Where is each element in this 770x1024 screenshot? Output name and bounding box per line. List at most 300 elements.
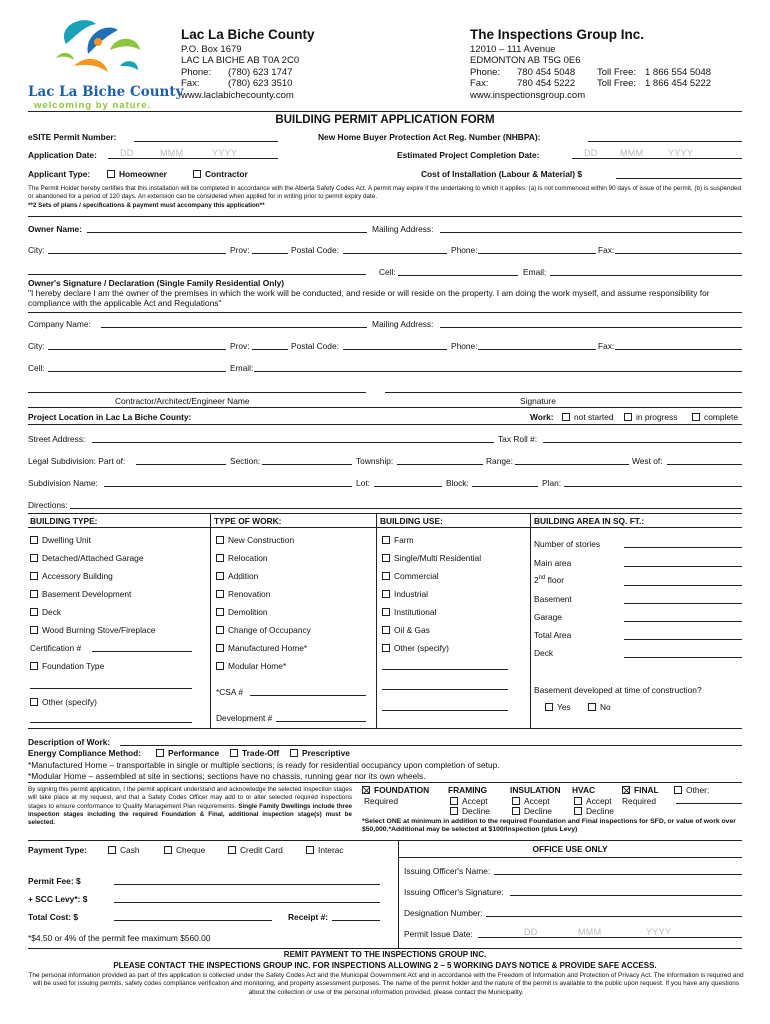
office-use-title: OFFICE USE ONLY xyxy=(532,844,608,854)
inspections-web[interactable]: www.inspectionsgroup.com xyxy=(470,89,586,101)
receipt-label: Receipt #: xyxy=(288,912,329,922)
bt-stove-label: Wood Burning Stove/Fireplace xyxy=(42,625,156,635)
county-logo xyxy=(26,14,184,114)
bu-institutional[interactable] xyxy=(382,607,436,617)
tw-addition-box[interactable] xyxy=(216,572,224,580)
work-complete[interactable] xyxy=(692,412,738,422)
description-label: Description of Work: xyxy=(28,737,111,747)
tw-occupancy-box[interactable] xyxy=(216,626,224,634)
bt-accessory-box[interactable] xyxy=(30,572,38,580)
company-cell-label: Cell: xyxy=(28,363,45,373)
subdiv-label: Subdivision Name: xyxy=(28,478,98,488)
tw-csa-field[interactable] xyxy=(250,695,366,696)
part-of-field[interactable] xyxy=(136,464,226,465)
owner-phone-field[interactable] xyxy=(478,253,596,254)
directions-field[interactable] xyxy=(70,508,742,509)
pay-cheque[interactable] xyxy=(164,845,205,855)
county-fax-label: Fax: xyxy=(181,78,200,90)
area-basement-label: Basement xyxy=(534,594,572,604)
bt-basement-label: Basement Development xyxy=(42,589,132,599)
payment-type-label: Payment Type: xyxy=(28,845,87,855)
directions-label: Directions: xyxy=(28,500,68,510)
bt-garage-box[interactable] xyxy=(30,554,38,562)
tw-addition-label: Addition xyxy=(228,571,259,581)
area-second-field[interactable] xyxy=(624,585,742,586)
officer-name-field[interactable] xyxy=(494,874,742,875)
interac-box[interactable] xyxy=(306,846,314,854)
interac-label: Interac xyxy=(318,845,344,855)
bu-industrial-box[interactable] xyxy=(382,590,390,598)
issue-date-label: Permit Issue Date: xyxy=(404,929,473,939)
hvac-decline-label: Decline xyxy=(586,806,614,816)
energy-prescriptive[interactable] xyxy=(290,748,350,758)
bt-foundation-field[interactable] xyxy=(30,688,192,689)
building-area-header: BUILDING AREA IN SQ. FT.: xyxy=(534,516,645,526)
bu-oilgas-box[interactable] xyxy=(382,626,390,634)
owner-city-label: City: xyxy=(28,245,45,255)
plan-label: Plan: xyxy=(542,478,562,488)
total-cost-label: Total Cost: $ xyxy=(28,912,79,922)
tw-development-label: Development # xyxy=(216,713,273,723)
owner-city-field[interactable] xyxy=(48,253,226,254)
est-completion-field[interactable] xyxy=(572,148,742,159)
tw-modular-box[interactable] xyxy=(216,662,224,670)
hvac-decline-box[interactable] xyxy=(574,807,582,815)
tw-modular-label: Modular Home* xyxy=(228,661,287,671)
work-not-started[interactable] xyxy=(562,412,614,422)
plans-note: **2 Sets of plans / specifications & payment must accompany this application** xyxy=(28,202,265,209)
bu-residential-box[interactable] xyxy=(382,554,390,562)
company-mailing-field[interactable] xyxy=(440,327,742,328)
issue-date-mmm: MMM xyxy=(578,927,602,937)
inspection-note: *Select ONE at minimum in addition to the required Foundation and Final inspections for SFD, or value of work over $50,000.*Additional may be selected at $100/Inspection (plus Levy) xyxy=(362,818,736,834)
not-started-box[interactable] xyxy=(562,413,570,421)
county-fax: (780) 623 3510 xyxy=(228,78,293,90)
tw-renovation-label: Renovation xyxy=(228,589,271,599)
owner-postal-field[interactable] xyxy=(343,253,447,254)
area-second-suffix: floor xyxy=(545,575,564,585)
insp-fax-tollfree: 1 866 454 5222 xyxy=(645,78,712,90)
contractor-box[interactable] xyxy=(193,170,201,178)
company-email-label: Email: xyxy=(230,363,254,373)
bu-other-field-1[interactable] xyxy=(382,669,508,670)
bt-dwelling[interactable] xyxy=(30,535,91,545)
homeowner-label: Homeowner xyxy=(119,169,167,179)
insulation-accept-box[interactable] xyxy=(512,797,520,805)
officer-signature-field[interactable] xyxy=(510,895,742,896)
in-progress-box[interactable] xyxy=(624,413,632,421)
building-use-header: BUILDING USE: xyxy=(380,516,443,526)
esite-field[interactable] xyxy=(134,141,278,142)
bu-commercial-label: Commercial xyxy=(394,571,439,581)
complete-box[interactable] xyxy=(692,413,700,421)
tw-development-field[interactable] xyxy=(276,721,366,722)
framing-decline-box[interactable] xyxy=(450,807,458,815)
contractor-signature-line[interactable] xyxy=(385,392,742,393)
range-field[interactable] xyxy=(515,464,629,465)
tw-new-box[interactable] xyxy=(216,536,224,544)
area-deck-label: Deck xyxy=(534,648,554,658)
insp-other-label: Other: xyxy=(686,785,710,795)
west-of-field[interactable] xyxy=(667,464,742,465)
lot-field[interactable] xyxy=(374,486,442,487)
in-progress-label: in progress xyxy=(636,412,678,422)
tw-new[interactable] xyxy=(216,535,294,545)
bt-foundation-box[interactable] xyxy=(30,662,38,670)
area-basement-field[interactable] xyxy=(624,603,742,604)
county-phone: (780) 623 1747 xyxy=(228,66,293,78)
county-header xyxy=(181,27,315,101)
company-postal-field[interactable] xyxy=(343,349,447,350)
bt-other[interactable] xyxy=(30,697,97,707)
insp-foundation xyxy=(362,785,429,795)
hvac-decline[interactable] xyxy=(574,806,614,816)
bu-institutional-label: Institutional xyxy=(394,607,437,617)
company-fax-field[interactable] xyxy=(615,349,742,350)
section-field[interactable] xyxy=(262,464,352,465)
app-date-yyyy: YYYY xyxy=(212,148,238,158)
permit-fee-field[interactable] xyxy=(114,884,380,885)
bu-other-field-2[interactable] xyxy=(382,689,508,690)
app-date-field[interactable] xyxy=(108,148,278,159)
company-prov-field[interactable] xyxy=(252,349,288,350)
tw-demolition-label: Demolition xyxy=(228,607,268,617)
disclaimer: The Permit Holder hereby certifies that this installation will be completed in accordance with the Alberta Safety Codes Act. A permit may expire if the undertaking to which it applies: (a) is not commenced within 90 days of issue of the permit, (b) is suspended or abandoned for a period of 120 days. An extension can be considered when applied for in writing prior to permit expiry date. xyxy=(28,185,741,200)
insp-phone: 780 454 5048 xyxy=(517,66,576,78)
total-cost-field[interactable] xyxy=(114,920,272,921)
scc-levy-field[interactable] xyxy=(114,902,380,903)
bu-institutional-box[interactable] xyxy=(382,608,390,616)
tradeoff-box[interactable] xyxy=(230,749,238,757)
area-stories-field[interactable] xyxy=(624,547,742,548)
building-type-header: BUILDING TYPE: xyxy=(30,516,98,526)
description-field[interactable] xyxy=(120,745,742,746)
company-prov-label: Prov: xyxy=(230,341,250,351)
bu-industrial[interactable] xyxy=(382,589,428,599)
agreement-bold: Single Family Dwellings include three inspection stages including the required Foundation & Final, additional inspection stage(s) must be selected. xyxy=(28,802,353,827)
complete-label: complete xyxy=(704,412,738,422)
hvac-accept-box[interactable] xyxy=(574,797,582,805)
permit-fee-label: Permit Fee: $ xyxy=(28,876,81,886)
tw-addition[interactable] xyxy=(216,571,258,581)
area-deck-field[interactable] xyxy=(624,657,742,658)
bt-basement[interactable] xyxy=(30,589,131,599)
tw-relocation[interactable] xyxy=(216,553,268,563)
owner-signature-line[interactable] xyxy=(28,274,366,275)
insp-other-field[interactable] xyxy=(676,803,742,804)
insulation-accept-label: Accept xyxy=(524,796,550,806)
bu-oilgas[interactable] xyxy=(382,625,430,635)
agreement-text: By signing this permit application, I the permit applicant understand and acknowledge the selected inspection stages will take place at my request, and that a Safety Codes Officer may add to or alter selected required inspections stages to ensure conformance to Quality Management Plan requirements. xyxy=(28,786,352,810)
owner-email-label: Email: xyxy=(523,267,547,277)
contractor-name-caption: Contractor/Architect/Engineer Name xyxy=(115,396,250,406)
applicant-type-label: Applicant Type: xyxy=(28,169,91,179)
tw-relocation-box[interactable] xyxy=(216,554,224,562)
cheque-box[interactable] xyxy=(164,846,172,854)
subdiv-field[interactable] xyxy=(104,486,352,487)
insp-tollfree-label-2: Toll Free: xyxy=(597,78,637,90)
basement-yes[interactable] xyxy=(545,702,571,712)
designation-label: Designation Number: xyxy=(404,908,483,918)
tw-manufactured[interactable] xyxy=(216,643,307,653)
street-label: Street Address: xyxy=(28,434,86,444)
bu-other[interactable] xyxy=(382,643,449,653)
prescriptive-box[interactable] xyxy=(290,749,298,757)
insp-other[interactable] xyxy=(674,785,709,795)
est-date-yyyy: YYYY xyxy=(668,148,694,158)
county-web[interactable]: www.laclabichecounty.com xyxy=(181,89,294,101)
scc-levy-label: + SCC Levy*: $ xyxy=(28,894,88,904)
bu-oilgas-label: Oil & Gas xyxy=(394,625,430,635)
foundation-label: FOUNDATION xyxy=(374,785,430,795)
bu-industrial-label: Industrial xyxy=(394,589,428,599)
tw-renovation[interactable] xyxy=(216,589,270,599)
area-second-num: 2 xyxy=(534,575,539,585)
logo-mark-icon xyxy=(26,14,164,84)
levy-note: *$4.50 or 4% of the permit fee maximum $560.00 xyxy=(28,933,211,943)
logo-tagline: welcoming by nature. xyxy=(34,100,152,111)
tw-occupancy-label: Change of Occupancy xyxy=(228,625,311,635)
designation-field[interactable] xyxy=(486,916,742,917)
form-title: BUILDING PERMIT APPLICATION FORM xyxy=(275,114,495,126)
insulation-decline-box[interactable] xyxy=(512,807,520,815)
owner-name-label: Owner Name: xyxy=(28,224,82,234)
contact-note: PLEASE CONTACT THE INSPECTIONS GROUP INC. FOR INSPECTIONS ALLOWING 2 – 5 WORKING DAYS NOTICE & PROVIDE SAFE ACCESS. xyxy=(113,961,657,970)
owner-prov-field[interactable] xyxy=(252,253,288,254)
insp-phone-tollfree: 1 866 554 5048 xyxy=(645,66,712,78)
energy-performance[interactable] xyxy=(156,748,219,758)
tw-occupancy[interactable] xyxy=(216,625,311,635)
basement-no-label: No xyxy=(600,702,611,712)
insp-framing-header: FRAMING xyxy=(448,785,488,795)
county-address-1: P.O. Box 1679 xyxy=(181,44,242,55)
bt-certification-field[interactable] xyxy=(92,651,192,652)
energy-tradeoff[interactable] xyxy=(230,748,279,758)
credit-box[interactable] xyxy=(228,846,236,854)
county-phone-label: Phone: xyxy=(181,66,212,78)
basement-yes-box[interactable] xyxy=(545,703,553,711)
bt-foundation-label: Foundation Type xyxy=(42,661,105,671)
company-cell-field[interactable] xyxy=(48,371,226,372)
bu-commercial-box[interactable] xyxy=(382,572,390,580)
bu-commercial[interactable] xyxy=(382,571,439,581)
pay-cash[interactable] xyxy=(108,845,140,855)
contractor-label: Contractor xyxy=(205,169,248,179)
final-checked-box[interactable] xyxy=(622,786,630,794)
app-date-label: Application Date: xyxy=(28,150,97,160)
owner-fax-label: Fax: xyxy=(598,245,615,255)
inspections-header xyxy=(470,27,711,101)
bt-dwelling-label: Dwelling Unit xyxy=(42,535,91,545)
bu-farm[interactable] xyxy=(382,535,414,545)
bt-garage[interactable] xyxy=(30,553,144,563)
insp-tollfree-label: Toll Free: xyxy=(597,66,637,78)
owner-name-field[interactable] xyxy=(87,232,367,233)
plan-field[interactable] xyxy=(564,486,742,487)
framing-decline[interactable] xyxy=(450,806,490,816)
issue-date-field[interactable] xyxy=(478,927,742,938)
credit-label: Credit Card xyxy=(240,845,283,855)
framing-accept[interactable] xyxy=(450,796,488,806)
bu-farm-box[interactable] xyxy=(382,536,390,544)
privacy-note: The personal information provided as part of this application is collected under the Safety Codes Act and the Municipal Government Act and in accordance with the Freedom of Information and Protection of Privacy Act. The information is required and will be used for issuing permits, safety codes compliance verification and monitoring, and property assessment purposes. The name of the permit holder and the nature of the permit is available to the public upon request. If you have any questions about the collection or use of the personal information provided, please contact the Municipality. xyxy=(28,972,744,996)
nhbpa-field[interactable] xyxy=(588,141,742,142)
tax-roll-field[interactable] xyxy=(543,442,742,443)
company-email-field[interactable] xyxy=(254,371,742,372)
homeowner-checkbox[interactable] xyxy=(107,169,167,179)
hvac-accept[interactable] xyxy=(574,796,612,806)
insulation-accept[interactable] xyxy=(512,796,550,806)
area-main-label: Main area xyxy=(534,558,572,568)
cost-label: Cost of Installation (Labour & Material) $ xyxy=(421,169,582,179)
hvac-accept-label: Accept xyxy=(586,796,612,806)
company-phone-label: Phone: xyxy=(451,341,478,351)
company-postal-label: Postal Code: xyxy=(291,341,339,351)
lot-label: Lot: xyxy=(356,478,370,488)
area-main-field[interactable] xyxy=(624,566,742,567)
county-name: Lac La Biche County xyxy=(181,27,315,42)
tw-demolition-box[interactable] xyxy=(216,608,224,616)
cost-field[interactable] xyxy=(616,178,742,179)
bt-other-box[interactable] xyxy=(30,698,38,706)
bt-stove[interactable] xyxy=(30,625,155,635)
basement-no-box[interactable] xyxy=(588,703,596,711)
bt-stove-box[interactable] xyxy=(30,626,38,634)
basement-no[interactable] xyxy=(588,702,611,712)
app-date-mmm: MMM xyxy=(160,148,184,158)
receipt-field[interactable] xyxy=(332,920,380,921)
bt-basement-box[interactable] xyxy=(30,590,38,598)
owner-sig-title: Owner's Signature / Declaration (Single Family Residential Only) xyxy=(28,278,285,288)
insp-foundation-required: Required xyxy=(364,796,398,806)
area-total-field[interactable] xyxy=(624,639,742,640)
insp-other-box[interactable] xyxy=(674,786,682,794)
tw-manufactured-box[interactable] xyxy=(216,644,224,652)
owner-cell-field[interactable] xyxy=(398,275,518,276)
final-label: FINAL xyxy=(634,785,659,795)
esite-label: eSITE Permit Number: xyxy=(28,132,117,142)
street-field[interactable] xyxy=(92,442,494,443)
section-label: Section: xyxy=(230,456,261,466)
est-date-mmm: MMM xyxy=(620,148,644,158)
cash-box[interactable] xyxy=(108,846,116,854)
cash-label: Cash xyxy=(120,845,140,855)
tw-csa-label: *CSA # xyxy=(216,687,244,697)
bu-other-field-3[interactable] xyxy=(382,710,508,711)
area-stories-label: Number of stories xyxy=(534,539,601,549)
inspections-address-2: EDMONTON AB T5G 0E6 xyxy=(470,55,581,67)
bu-other-label: Other (specify) xyxy=(394,643,449,653)
signature-caption: Signature xyxy=(520,396,556,406)
modular-note: *Modular Home – assembled at site in sections; sections have no chassis, running gear nor its own wheels. xyxy=(28,771,426,781)
issue-date-dd: DD xyxy=(524,927,538,937)
contractor-checkbox[interactable] xyxy=(193,169,248,179)
pay-credit[interactable] xyxy=(228,845,283,855)
inspections-address-1: 12010 – 111 Avenue xyxy=(470,44,556,55)
bt-deck-box[interactable] xyxy=(30,608,38,616)
township-field[interactable] xyxy=(397,464,483,465)
insulation-decline-label: Decline xyxy=(524,806,552,816)
prescriptive-label: Prescriptive xyxy=(302,748,350,758)
insp-fax: 780 454 5222 xyxy=(517,78,576,90)
inspection-agreement xyxy=(28,786,352,827)
work-label: Work: xyxy=(530,412,554,422)
area-garage-label: Garage xyxy=(534,612,562,622)
framing-decline-label: Decline xyxy=(462,806,490,816)
insp-final xyxy=(622,785,659,795)
owner-phone-label: Phone: xyxy=(451,245,478,255)
bu-residential[interactable] xyxy=(382,553,481,563)
company-name-label: Company Name: xyxy=(28,319,91,329)
bt-accessory-label: Accessory Building xyxy=(42,571,113,581)
nhbpa-label: New Home Buyer Protection Act Reg. Number (NHBPA): xyxy=(318,132,541,142)
company-phone-field[interactable] xyxy=(478,349,596,350)
block-label: Block: xyxy=(446,478,469,488)
block-field[interactable] xyxy=(472,486,538,487)
basement-question: Basement developed at time of construction? xyxy=(534,685,702,695)
contractor-name-line[interactable] xyxy=(28,392,366,393)
owner-postal-label: Postal Code: xyxy=(291,245,339,255)
framing-accept-box[interactable] xyxy=(450,797,458,805)
foundation-checked-box[interactable] xyxy=(362,786,370,794)
location-title: Project Location in Lac La Biche County: xyxy=(28,412,192,422)
bt-foundation[interactable] xyxy=(30,661,104,671)
framing-accept-label: Accept xyxy=(462,796,488,806)
area-garage-field[interactable] xyxy=(624,621,742,622)
homeowner-box[interactable] xyxy=(107,170,115,178)
performance-box[interactable] xyxy=(156,749,164,757)
performance-label: Performance xyxy=(168,748,220,758)
tradeoff-label: Trade-Off xyxy=(242,748,280,758)
officer-name-label: Issuing Officer's Name: xyxy=(404,866,491,876)
legal-label: Legal Subdivision: Part of: xyxy=(28,456,126,466)
owner-mailing-field[interactable] xyxy=(440,232,742,233)
est-date-dd: DD xyxy=(584,148,598,158)
tw-renovation-box[interactable] xyxy=(216,590,224,598)
tw-modular[interactable] xyxy=(216,661,286,671)
bt-other-field[interactable] xyxy=(30,722,192,723)
tw-manufactured-label: Manufactured Home* xyxy=(228,643,308,653)
est-completion-label: Estimated Project Completion Date: xyxy=(397,150,540,160)
insp-hvac-header: HVAC xyxy=(572,785,596,795)
owner-sig-text: "I hereby declare I am the owner of the premises in which the work will be conducted, and reside or will reside on the property. I am doing the work myself, and assume responsibility for compliance with the applicable Act and Regulations" xyxy=(28,288,710,308)
owner-email-field[interactable] xyxy=(550,275,742,276)
owner-fax-field[interactable] xyxy=(615,253,742,254)
manufactured-note: *Manufactured Home – transportable in single or multiple sections; is ready for residential occupancy upon completion of setup. xyxy=(28,760,500,770)
company-mailing-label: Mailing Address: xyxy=(372,319,434,329)
insp-phone-label: Phone: xyxy=(470,66,501,78)
bt-dwelling-box[interactable] xyxy=(30,536,38,544)
insulation-decline[interactable] xyxy=(512,806,552,816)
not-started-label: not started xyxy=(574,412,614,422)
type-of-work-header: TYPE OF WORK: xyxy=(214,516,282,526)
work-in-progress[interactable] xyxy=(624,412,677,422)
tw-demolition[interactable] xyxy=(216,607,268,617)
west-of-label: West of: xyxy=(632,456,663,466)
township-label: Township: xyxy=(356,456,394,466)
insp-insulation-header: INSULATION xyxy=(510,785,561,795)
company-name-field[interactable] xyxy=(101,327,367,328)
bt-accessory[interactable] xyxy=(30,571,113,581)
basement-yes-label: Yes xyxy=(557,702,571,712)
bt-deck[interactable] xyxy=(30,607,61,617)
pay-interac[interactable] xyxy=(306,845,344,855)
bu-other-box[interactable] xyxy=(382,644,390,652)
area-second-label xyxy=(534,575,564,585)
company-city-field[interactable] xyxy=(48,349,226,350)
bt-other-label: Other (specify) xyxy=(42,697,97,707)
issue-date-yyyy: YYYY xyxy=(646,927,672,937)
